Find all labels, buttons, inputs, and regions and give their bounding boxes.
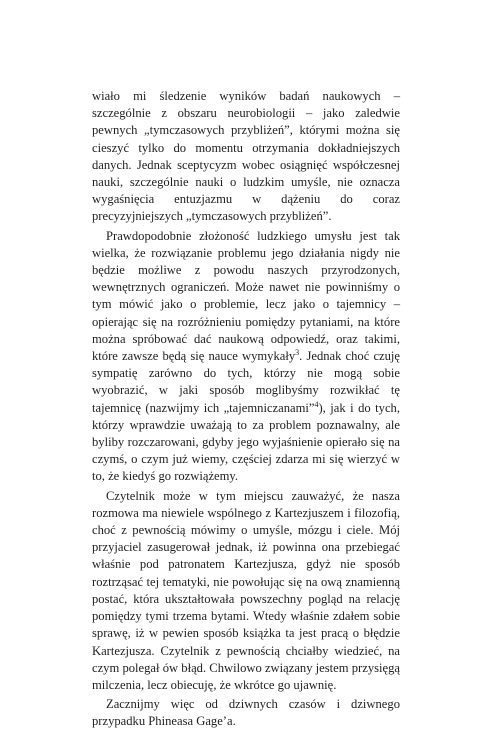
paragraph-1 <box>92 88 400 226</box>
paragraph-2-text-b: . Jednak choć czuję sympatię zarówno do tych, którzy nie mogą sobie wyobrazić, w jaki sposób moglibyśmy rozwikłać tę tajemnicę (nazwijmy ich „tajemniczanami” <box>92 349 401 415</box>
paragraph-1-text: wiało mi śledzenie wyników badań naukowych – szczególnie z obszaru neurobiologii – jako zaledwie pewnych „tymczasowych przybliżeń”, którymi można się cieszyć tylko do momentu otrzymania dokładniejszych danych. Jednak sceptycyzm wobec osiągnięć współczesnej nauki, szczególnie nauki o ludzkim umyśle, nie oznacza wygaśnięcia entuzjazmu w dążeniu do coraz precyzyjniejszych „tymczasowych przybliżeń”. <box>92 89 400 224</box>
paragraph-4 <box>92 696 400 730</box>
paragraph-2-text-a: Prawdopodobnie złożoność ludzkiego umysłu jest tak wielka, że rozwiązanie problemu jego działania nigdy nie będzie możliwe z powodu naszych przyrodzonych, wewnętrznych ograniczeń. Może nawet nie powinniśmy o tym mówić jako o problemie, lecz jako o tajemnicy – opierając się na rozróżnieniu pomiędzy pytaniami, na które można spróbować dać naukową odpowiedź, oraz takimi, które zawsze będą się nauce wymykały <box>92 228 400 364</box>
body-text <box>92 88 400 731</box>
footnote-ref-3: 3 <box>295 347 300 357</box>
paragraph-2-text-c: ), jak i do tych, którzy wprawdzie uważają to za problem poznawalny, ale byliby rozczarowani, gdyby jego wyjaśnienie opierało się na czymś, o czym już wiemy, częściej zdarza mi się wierzyć w to, że kiedyś go rozwiążemy. <box>92 400 400 484</box>
paragraph-3 <box>92 488 400 694</box>
footnote-ref-4: 4 <box>314 399 319 409</box>
paragraph-4-text: Zacznijmy więc od dziwnych czasów i dziwnego przypadku Phineasa Gage’a. <box>92 697 400 729</box>
paragraph-2 <box>92 228 400 486</box>
paragraph-3-text: Czytelnik może w tym miejscu zauważyć, że nasza rozmowa ma niewiele wspólnego z Kartezjuszem i filozofią, choć z pewnością mówimy o umyśle, mózgu i ciele. Mój przyjaciel zasugerował jednak, iż powinna ona przebiegać właśnie pod patronatem Kartezjusza, gdyż nie sposób roztrząsać tej tematyki, nie powołując się na ową znamienną postać, która ukształtowała powszechny pogląd na relację pomiędzy tymi trzema bytami. Wtedy właśnie zdałem sobie sprawę, iż w pewien sposób książka ta jest pracą o błędzie Kartezjusza. Czytelnik z pewnością chciałby wiedzieć, na czym polegał ów błąd. Chwilowo związany jestem przysięgą milczenia, lecz obiecuję, że wkrótce go ujawnię. <box>92 488 400 692</box>
